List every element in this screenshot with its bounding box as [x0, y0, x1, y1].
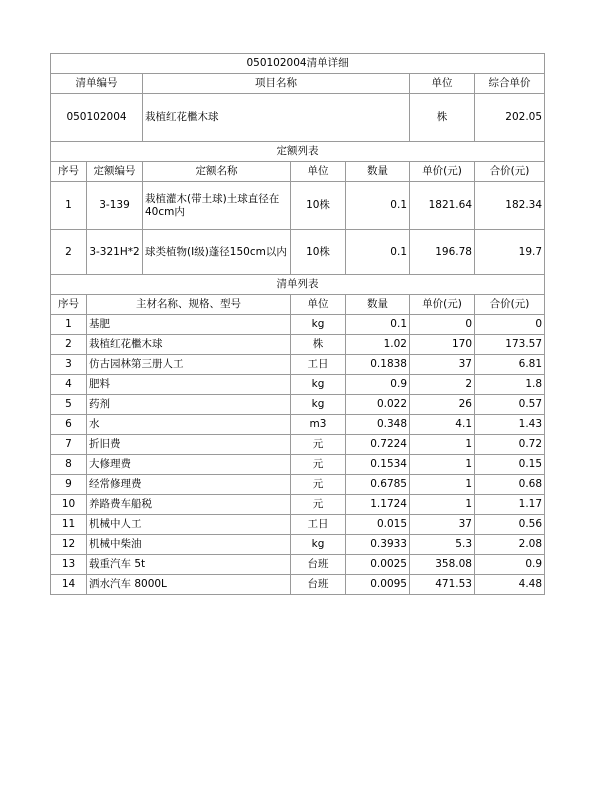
quota-total: 19.7	[475, 230, 545, 275]
quota-qty-header: 数量	[346, 162, 410, 182]
material-unit-header: 单位	[291, 295, 346, 315]
material-unit: kg	[291, 395, 346, 415]
material-unit: 台班	[291, 575, 346, 595]
material-name: 载重汽车 5t	[87, 555, 291, 575]
material-row	[51, 375, 545, 395]
bill-unit-header: 单位	[410, 74, 475, 94]
bill-name: 栽植红花檵木球	[143, 94, 410, 142]
material-name: 肥料	[87, 375, 291, 395]
bill-detail-table	[50, 53, 545, 595]
material-unit: 元	[291, 495, 346, 515]
quota-section-title: 定额列表	[51, 142, 545, 162]
material-qty: 0.7224	[346, 435, 410, 455]
material-unit: kg	[291, 375, 346, 395]
material-row	[51, 335, 545, 355]
material-price: 358.08	[410, 555, 475, 575]
material-total: 4.48	[475, 575, 545, 595]
material-qty: 1.1724	[346, 495, 410, 515]
material-total: 0	[475, 315, 545, 335]
material-no: 4	[51, 375, 87, 395]
material-qty: 1.02	[346, 335, 410, 355]
material-no: 14	[51, 575, 87, 595]
material-price: 26	[410, 395, 475, 415]
material-row	[51, 315, 545, 335]
material-qty: 0.0025	[346, 555, 410, 575]
material-row	[51, 395, 545, 415]
material-qty: 0.1	[346, 315, 410, 335]
material-name: 药剂	[87, 395, 291, 415]
material-unit: m3	[291, 415, 346, 435]
quota-qty: 0.1	[346, 182, 410, 230]
quota-price: 1821.64	[410, 182, 475, 230]
material-row	[51, 575, 545, 595]
material-no: 9	[51, 475, 87, 495]
material-row	[51, 455, 545, 475]
material-qty: 0.0095	[346, 575, 410, 595]
bill-price-header: 综合单价	[475, 74, 545, 94]
quota-qty: 0.1	[346, 230, 410, 275]
material-price: 0	[410, 315, 475, 335]
quota-row	[51, 182, 545, 230]
material-qty: 0.9	[346, 375, 410, 395]
material-price: 1	[410, 455, 475, 475]
material-unit: 元	[291, 455, 346, 475]
material-qty: 0.015	[346, 515, 410, 535]
material-price-header: 单价(元)	[410, 295, 475, 315]
material-no: 3	[51, 355, 87, 375]
material-unit: 工日	[291, 355, 346, 375]
material-name: 养路费车船税	[87, 495, 291, 515]
material-price: 37	[410, 355, 475, 375]
quota-code: 3-321H*2	[87, 230, 143, 275]
material-unit: 台班	[291, 555, 346, 575]
material-price: 1	[410, 495, 475, 515]
quota-row	[51, 230, 545, 275]
material-unit: 工日	[291, 515, 346, 535]
quota-code: 3-139	[87, 182, 143, 230]
material-total: 2.08	[475, 535, 545, 555]
material-name: 大修理费	[87, 455, 291, 475]
material-qty: 0.3933	[346, 535, 410, 555]
material-total: 0.15	[475, 455, 545, 475]
material-unit: 元	[291, 435, 346, 455]
quota-code-header: 定额编号	[87, 162, 143, 182]
material-total: 1.17	[475, 495, 545, 515]
material-qty: 0.348	[346, 415, 410, 435]
material-name: 水	[87, 415, 291, 435]
material-no: 7	[51, 435, 87, 455]
material-no: 12	[51, 535, 87, 555]
quota-no: 1	[51, 182, 87, 230]
material-row	[51, 415, 545, 435]
bill-price: 202.05	[475, 94, 545, 142]
quota-name-header: 定额名称	[143, 162, 291, 182]
material-total: 0.68	[475, 475, 545, 495]
material-total: 1.43	[475, 415, 545, 435]
material-price: 471.53	[410, 575, 475, 595]
material-price: 37	[410, 515, 475, 535]
quota-no-header: 序号	[51, 162, 87, 182]
material-price: 170	[410, 335, 475, 355]
material-total: 1.8	[475, 375, 545, 395]
material-row	[51, 475, 545, 495]
material-no-header: 序号	[51, 295, 87, 315]
material-name: 机械中柴油	[87, 535, 291, 555]
material-name: 折旧费	[87, 435, 291, 455]
material-qty-header: 数量	[346, 295, 410, 315]
quota-no: 2	[51, 230, 87, 275]
quota-name: 球类植物(I级)蓬径150cm以内	[143, 230, 291, 275]
material-no: 2	[51, 335, 87, 355]
quota-total: 182.34	[475, 182, 545, 230]
material-row	[51, 435, 545, 455]
material-price: 1	[410, 475, 475, 495]
material-qty: 0.022	[346, 395, 410, 415]
material-unit: kg	[291, 535, 346, 555]
material-name: 基肥	[87, 315, 291, 335]
material-qty: 0.1838	[346, 355, 410, 375]
quota-price: 196.78	[410, 230, 475, 275]
material-section-title: 清单列表	[51, 275, 545, 295]
bill-name-header: 项目名称	[143, 74, 410, 94]
quota-name: 栽植灌木(带土球)土球直径在40cm内	[143, 182, 291, 230]
material-row	[51, 355, 545, 375]
material-name: 机械中人工	[87, 515, 291, 535]
material-price: 4.1	[410, 415, 475, 435]
sheet-title: 050102004清单详细	[51, 54, 545, 74]
material-row	[51, 555, 545, 575]
material-total: 173.57	[475, 335, 545, 355]
material-name: 栽植红花檵木球	[87, 335, 291, 355]
material-row	[51, 495, 545, 515]
material-unit: 株	[291, 335, 346, 355]
material-price: 2	[410, 375, 475, 395]
material-unit: kg	[291, 315, 346, 335]
quota-unit: 10株	[291, 230, 346, 275]
material-total: 0.72	[475, 435, 545, 455]
material-no: 8	[51, 455, 87, 475]
material-name: 洒水汽车 8000L	[87, 575, 291, 595]
material-no: 6	[51, 415, 87, 435]
material-name-header: 主材名称、规格、型号	[87, 295, 291, 315]
material-total: 0.57	[475, 395, 545, 415]
material-price: 1	[410, 435, 475, 455]
bill-code-header: 清单编号	[51, 74, 143, 94]
material-no: 11	[51, 515, 87, 535]
material-no: 13	[51, 555, 87, 575]
material-total: 6.81	[475, 355, 545, 375]
material-unit: 元	[291, 475, 346, 495]
quota-unit-header: 单位	[291, 162, 346, 182]
material-name: 仿古园林第三册人工	[87, 355, 291, 375]
bill-code: 050102004	[51, 94, 143, 142]
material-total: 0.9	[475, 555, 545, 575]
material-total: 0.56	[475, 515, 545, 535]
material-price: 5.3	[410, 535, 475, 555]
material-qty: 0.1534	[346, 455, 410, 475]
material-name: 经常修理费	[87, 475, 291, 495]
material-no: 10	[51, 495, 87, 515]
material-row	[51, 535, 545, 555]
material-total-header: 合价(元)	[475, 295, 545, 315]
quota-total-header: 合价(元)	[475, 162, 545, 182]
material-no: 1	[51, 315, 87, 335]
quota-price-header: 单价(元)	[410, 162, 475, 182]
material-no: 5	[51, 395, 87, 415]
quota-unit: 10株	[291, 182, 346, 230]
material-row	[51, 515, 545, 535]
bill-unit: 株	[410, 94, 475, 142]
material-qty: 0.6785	[346, 475, 410, 495]
